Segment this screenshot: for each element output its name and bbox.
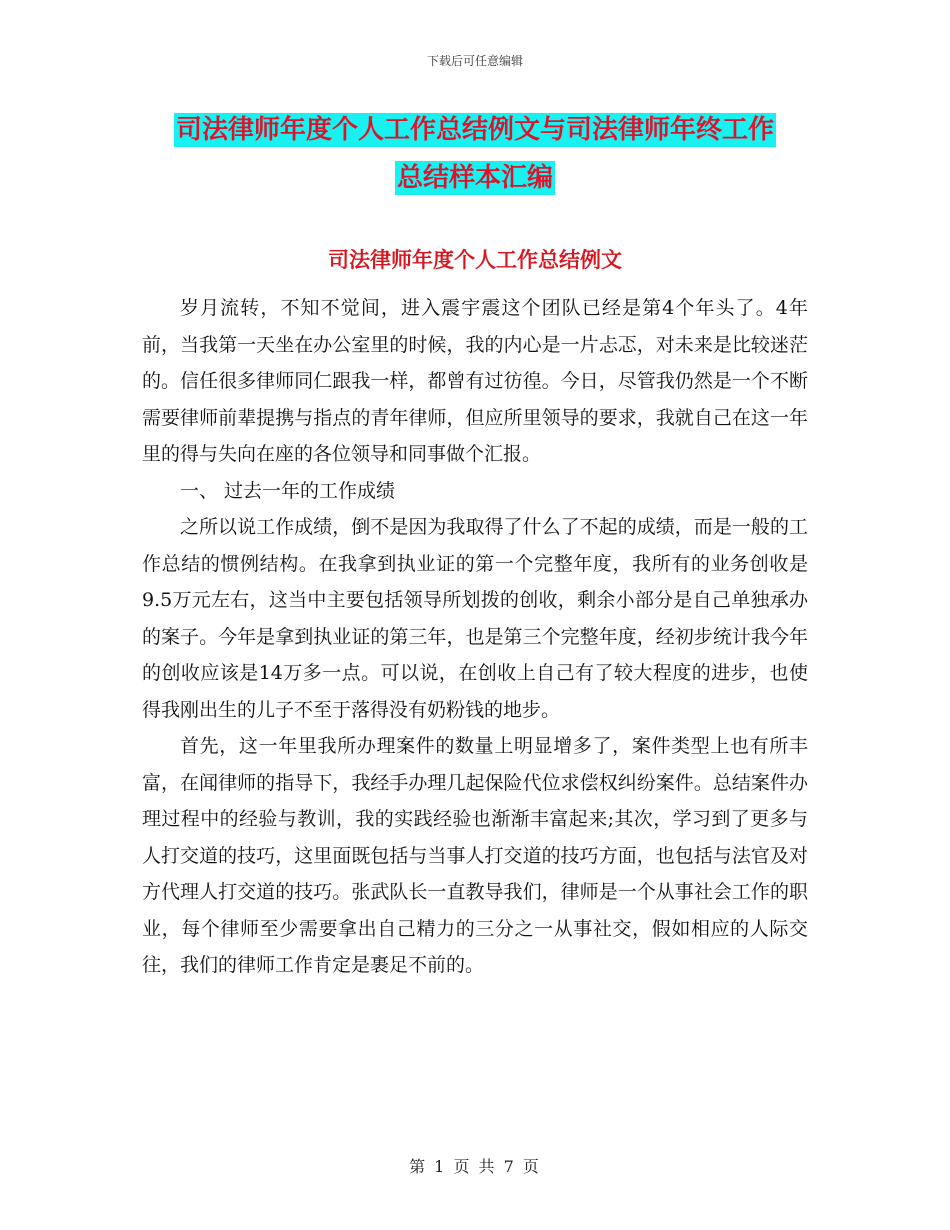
section-title: 司法律师年度个人工作总结例文 — [328, 248, 622, 272]
paragraph: 岁月流转，不知不觉间，进入震宇震这个团队已经是第4个年头了。4年前，当我第一天坐在办公室里的时候，我的内心是一片忐忑，对未来是比较迷茫的。信任很多律师同仁跟我一样，都曾有过彷徨。今日，尽管我仍然是一个不断需要律师前辈提携与指点的青年律师，但应所里领导的要求，我就自己在这一年里的得与失向在座的各位领导和同事做个汇报。 — [142, 297, 808, 465]
header-note: 下载后可任意编辑 — [426, 54, 523, 68]
title-line-1: 司法律师年度个人工作总结例文与司法律师年终工作 — [175, 115, 774, 145]
document-body — [142, 290, 808, 984]
page-footer: 第 1 页 共 7 页 — [409, 1157, 541, 1176]
paragraph: 之所以说工作成绩，倒不是因为我取得了什么了不起的成绩，而是一般的工作总结的惯例结构。在我拿到执业证的第一个完整年度，我所有的业务创收是9.5万元左右，这当中主要包括领导所划拨的创收，剩余小部分是自己单独承办的案子。今年是拿到执业证的第三年，也是第三个完整年度，经初步统计我今年的创收应该是14万多一点。可以说，在创收上自己有了较大程度的进步，也使得我刚出生的儿子不至于落得没有奶粉钱的地步。 — [142, 516, 808, 721]
section-heading: 一、 过去一年的工作成绩 — [180, 479, 396, 502]
title-line-2: 总结样本汇编 — [396, 163, 553, 193]
document-title — [0, 106, 950, 202]
paragraph: 首先，这一年里我所办理案件的数量上明显增多了，案件类型上也有所丰富，在闻律师的指导下，我经手办理几起保险代位求偿权纠纷案件。总结案件办理过程中的经验与教训，我的实践经验也渐渐丰富起来;其次，学习到了更多与人打交道的技巧，这里面既包括与当事人打交道的技巧方面，也包括与法官及对方代理人打交道的技巧。张武队长一直教导我们，律师是一个从事社会工作的职业，每个律师至少需要拿出自己精力的三分之一从事社交，假如相应的人际交往，我们的律师工作肯定是裹足不前的。 — [142, 735, 808, 976]
